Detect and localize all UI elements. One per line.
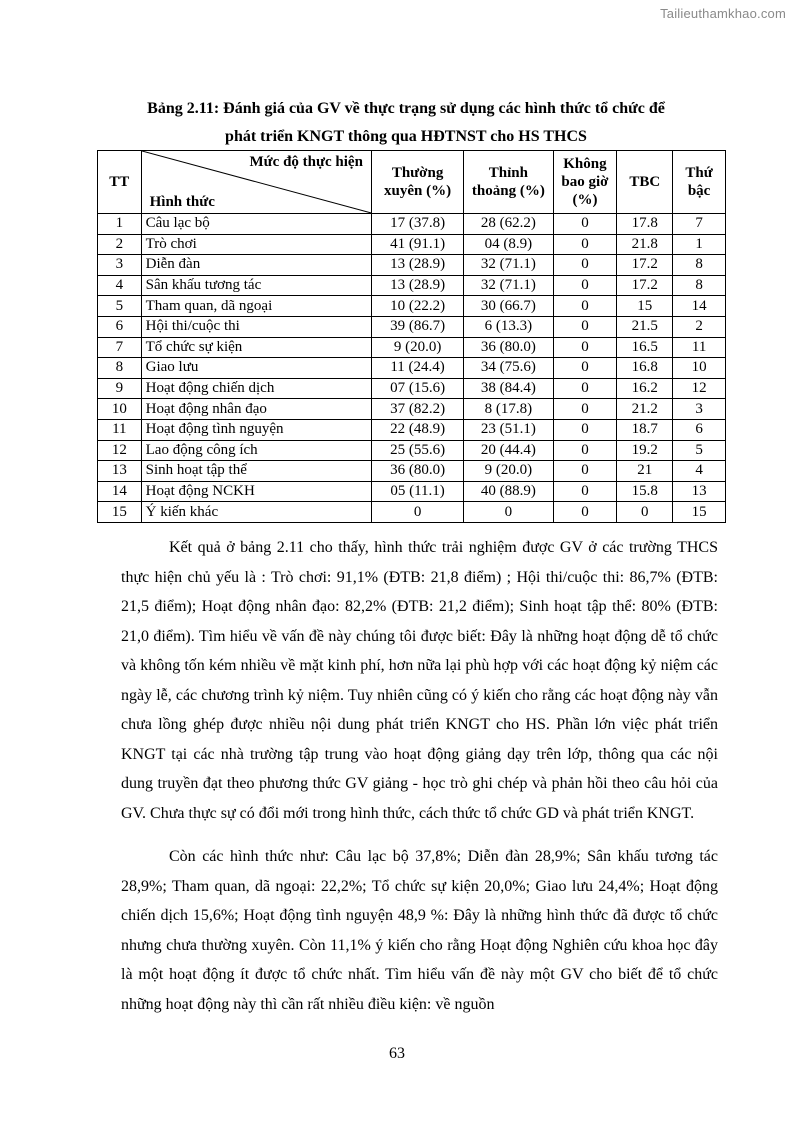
table-row [98,275,726,296]
cell-thuong-xuyen: 41 (91.1) [371,234,463,255]
cell-tbc: 21.2 [617,399,673,420]
caption-line-1: Bảng 2.11: Đánh giá của GV về thực trạng sử dụng các hình thức tổ chức để [147,100,665,117]
cell-tt: 8 [98,358,142,379]
cell-name: Sân khấu tương tác [141,275,371,296]
cell-tbc: 19.2 [617,440,673,461]
cell-thuong-xuyen: 13 (28.9) [371,255,463,276]
cell-tbc: 17.2 [617,275,673,296]
cell-thu-bac: 14 [673,296,726,317]
cell-khong-bao-gio: 0 [553,419,617,440]
cell-thu-bac: 13 [673,481,726,502]
cell-thuong-xuyen: 9 (20.0) [371,337,463,358]
cell-tbc: 21.8 [617,234,673,255]
cell-tt: 7 [98,337,142,358]
cell-name: Diễn đàn [141,255,371,276]
watermark: Tailieuthamkhao.com [660,6,786,21]
header-muc-do: Mức độ thực hiện [249,154,363,170]
paragraph-2 [121,842,718,1019]
cell-name: Hoạt động nhân đạo [141,399,371,420]
cell-thinh-thoang: 30 (66.7) [464,296,553,317]
cell-name: Tổ chức sự kiện [141,337,371,358]
cell-tbc: 17.2 [617,255,673,276]
cell-khong-bao-gio: 0 [553,378,617,399]
cell-khong-bao-gio: 0 [553,502,617,523]
cell-tbc: 15.8 [617,481,673,502]
table-row [98,440,726,461]
cell-khong-bao-gio: 0 [553,214,617,235]
table-header-row [98,151,726,214]
cell-khong-bao-gio: 0 [553,461,617,482]
cell-thuong-xuyen: 11 (24.4) [371,358,463,379]
cell-thinh-thoang: 20 (44.4) [464,440,553,461]
cell-thinh-thoang: 8 (17.8) [464,399,553,420]
cell-tt: 4 [98,275,142,296]
cell-tbc: 21.5 [617,316,673,337]
cell-name: Hoạt động NCKH [141,481,371,502]
cell-thuong-xuyen: 17 (37.8) [371,214,463,235]
cell-thinh-thoang: 9 (20.0) [464,461,553,482]
cell-name: Hoạt động tình nguyện [141,419,371,440]
cell-name: Tham quan, dã ngoại [141,296,371,317]
cell-thuong-xuyen: 07 (15.6) [371,378,463,399]
header-diagonal-cell [141,151,371,214]
cell-tt: 14 [98,481,142,502]
cell-khong-bao-gio: 0 [553,296,617,317]
cell-tt: 3 [98,255,142,276]
table-row [98,255,726,276]
cell-thinh-thoang: 38 (84.4) [464,378,553,399]
cell-thinh-thoang: 6 (13.3) [464,316,553,337]
cell-tbc: 16.5 [617,337,673,358]
cell-tt: 6 [98,316,142,337]
cell-thu-bac: 8 [673,275,726,296]
cell-thu-bac: 3 [673,399,726,420]
caption-line-2: phát triển KNGT thông qua HĐTNST cho HS THCS [225,128,587,145]
header-tbc: TBC [617,151,673,214]
cell-thinh-thoang: 23 (51.1) [464,419,553,440]
table-caption [96,95,716,151]
header-khong-bao-gio: Không bao giờ (%) [553,151,617,214]
cell-thuong-xuyen: 25 (55.6) [371,440,463,461]
cell-tbc: 17.8 [617,214,673,235]
cell-tbc: 16.8 [617,358,673,379]
cell-khong-bao-gio: 0 [553,358,617,379]
cell-name: Hoạt động chiến dịch [141,378,371,399]
cell-khong-bao-gio: 0 [553,440,617,461]
table-row [98,296,726,317]
cell-thuong-xuyen: 36 (80.0) [371,461,463,482]
table-row [98,461,726,482]
cell-name: Giao lưu [141,358,371,379]
cell-name: Sinh hoạt tập thể [141,461,371,482]
assessment-table [97,150,726,523]
cell-tt: 13 [98,461,142,482]
cell-thinh-thoang: 32 (71.1) [464,275,553,296]
cell-khong-bao-gio: 0 [553,399,617,420]
table-row [98,378,726,399]
cell-khong-bao-gio: 0 [553,234,617,255]
cell-thinh-thoang: 36 (80.0) [464,337,553,358]
paragraph-1-text: Kết quả ở bảng 2.11 cho thấy, hình thức trải nghiệm được GV ở các trường THCS thực hiện chủ yếu là : Trò chơi: 91,1% (ĐTB: 21,8 điểm) ; Hội thi/cuộc thi: 86,7% (ĐTB: 21,5 điểm); Hoạt động nhân đạo: 82,2% (ĐTB: 21,2 điểm); Sinh hoạt tập thể: 80% (ĐTB: 21,0 điểm). Tìm hiểu về vấn đề này chúng tôi được biết: Đây là những hoạt động dễ tổ chức và không tốn kém nhiều về mặt kinh phí, hơn nữa lại phù hợp với các hoạt động kỷ niệm các ngày lễ, các chương trình kỷ niệm. Tuy nhiên cũng có ý kiến cho rằng các hoạt động này vẫn chưa lồng ghép được nhiều nội dung phát triển KNGT cho HS. Phần lớn việc phát triển KNGT tại các nhà trường tập trung vào hoạt động giảng dạy trên lớp, thông qua các nội dung truyền đạt theo phương thức GV giảng - học trò ghi chép và phản hồi theo câu hỏi của GV. Chưa thực sự có đổi mới trong hình thức, cách thức tổ chức GD và phát triển KNGT. [121,539,718,822]
cell-tbc: 18.7 [617,419,673,440]
cell-tt: 11 [98,419,142,440]
cell-tbc: 16.2 [617,378,673,399]
cell-thu-bac: 11 [673,337,726,358]
cell-thu-bac: 2 [673,316,726,337]
cell-tt: 1 [98,214,142,235]
table-row [98,358,726,379]
cell-thuong-xuyen: 39 (86.7) [371,316,463,337]
cell-thuong-xuyen: 10 (22.2) [371,296,463,317]
header-thuong-xuyen: Thường xuyên (%) [371,151,463,214]
cell-name: Ý kiến khác [141,502,371,523]
cell-tbc: 15 [617,296,673,317]
cell-thu-bac: 6 [673,419,726,440]
table-row [98,481,726,502]
cell-name: Câu lạc bộ [141,214,371,235]
cell-thuong-xuyen: 22 (48.9) [371,419,463,440]
cell-name: Hội thi/cuộc thi [141,316,371,337]
cell-tt: 10 [98,399,142,420]
cell-khong-bao-gio: 0 [553,316,617,337]
header-thu-bac: Thứ bậc [673,151,726,214]
table-row [98,337,726,358]
table-row [98,419,726,440]
table-row [98,214,726,235]
cell-name: Trò chơi [141,234,371,255]
cell-khong-bao-gio: 0 [553,275,617,296]
cell-tt: 15 [98,502,142,523]
header-tt: TT [98,151,142,214]
cell-thinh-thoang: 34 (75.6) [464,358,553,379]
cell-thu-bac: 1 [673,234,726,255]
cell-khong-bao-gio: 0 [553,255,617,276]
cell-thuong-xuyen: 05 (11.1) [371,481,463,502]
cell-thu-bac: 8 [673,255,726,276]
table-row [98,316,726,337]
cell-tt: 12 [98,440,142,461]
cell-thu-bac: 4 [673,461,726,482]
header-thinh-thoang: Thỉnh thoảng (%) [464,151,553,214]
cell-khong-bao-gio: 0 [553,481,617,502]
cell-tt: 5 [98,296,142,317]
cell-thinh-thoang: 28 (62.2) [464,214,553,235]
cell-thinh-thoang: 32 (71.1) [464,255,553,276]
cell-tbc: 0 [617,502,673,523]
cell-thuong-xuyen: 37 (82.2) [371,399,463,420]
paragraph-1 [121,533,718,828]
table-row [98,234,726,255]
cell-thu-bac: 7 [673,214,726,235]
paragraph-2-text: Còn các hình thức như: Câu lạc bộ 37,8%; Diễn đàn 28,9%; Sân khấu tương tác 28,9%; Tham quan, dã ngoại: 22,2%; Tổ chức sự kiện 20,0%; Giao lưu 24,4%; Hoạt động chiến dịch 15,6%; Hoạt động tình nguyện 48,9 %: Đây là những hình thức đã được tổ chức nhưng chưa thường xuyên. Còn 11,1% ý kiến cho rằng Hoạt động Nghiên cứu khoa học đây là một hoạt động ít được tổ chức nhất. Tìm hiểu vấn đề này một GV cho biết để tổ chức những hoạt động này thì cần rất nhiều điều kiện: về nguồn [121,848,718,1013]
cell-thuong-xuyen: 13 (28.9) [371,275,463,296]
cell-thu-bac: 15 [673,502,726,523]
cell-thuong-xuyen: 0 [371,502,463,523]
cell-name: Lao động công ích [141,440,371,461]
header-hinh-thuc: Hình thức [149,194,215,210]
cell-khong-bao-gio: 0 [553,337,617,358]
cell-thu-bac: 5 [673,440,726,461]
cell-tt: 9 [98,378,142,399]
cell-thu-bac: 12 [673,378,726,399]
cell-thinh-thoang: 40 (88.9) [464,481,553,502]
table-row [98,502,726,523]
cell-thinh-thoang: 0 [464,502,553,523]
cell-thu-bac: 10 [673,358,726,379]
table-row [98,399,726,420]
cell-tt: 2 [98,234,142,255]
cell-tbc: 21 [617,461,673,482]
page-number: 63 [389,1045,405,1062]
cell-thinh-thoang: 04 (8.9) [464,234,553,255]
